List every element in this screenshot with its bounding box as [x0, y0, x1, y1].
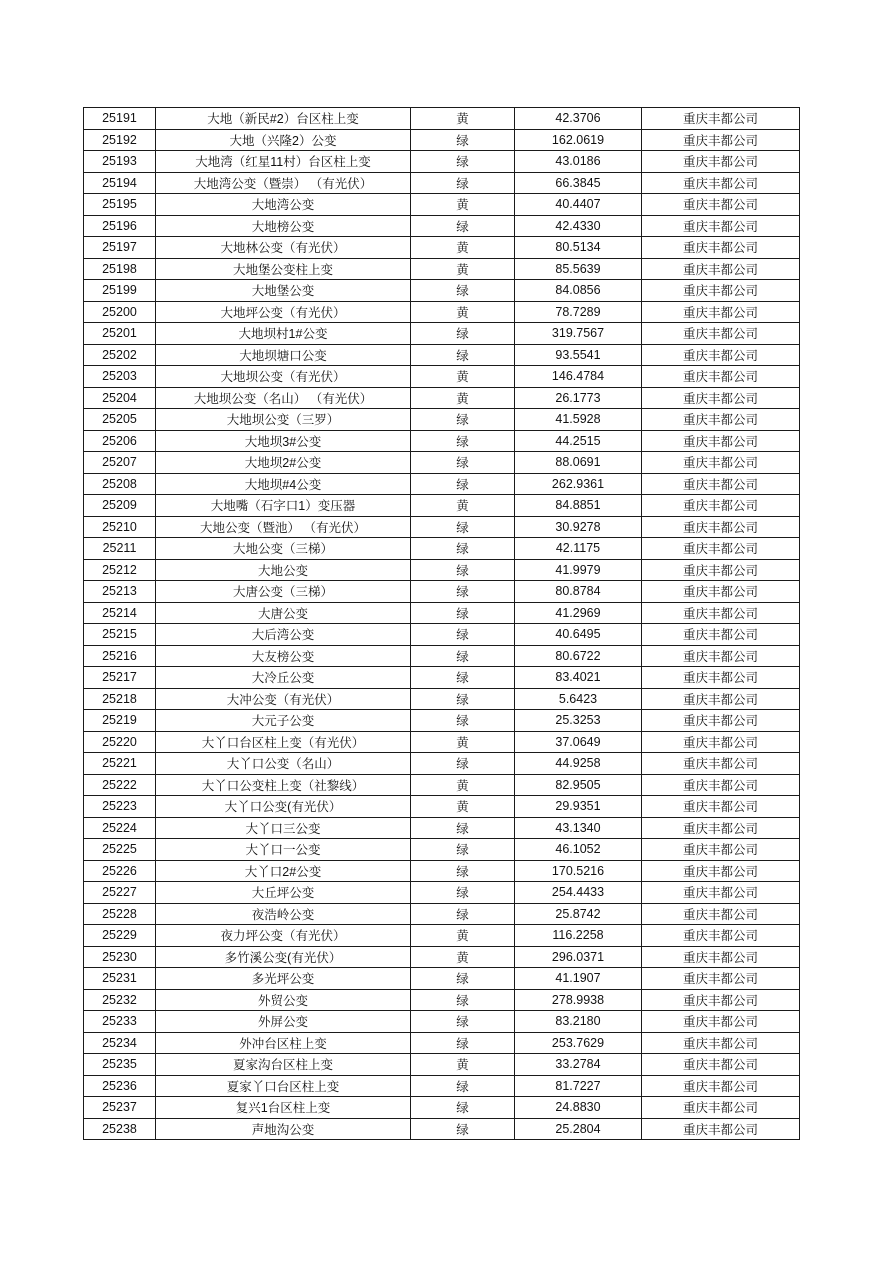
cell-value: 82.9505	[515, 774, 642, 796]
cell-value: 84.8851	[515, 495, 642, 517]
cell-company: 重庆丰都公司	[642, 624, 800, 646]
cell-value: 296.0371	[515, 946, 642, 968]
cell-status: 黄	[411, 237, 515, 259]
cell-name: 大地坝公变（名山） （有光伏）	[156, 387, 411, 409]
cell-company: 重庆丰都公司	[642, 774, 800, 796]
cell-value: 43.0186	[515, 151, 642, 173]
cell-value: 42.4330	[515, 215, 642, 237]
cell-name: 大冲公变（有光伏）	[156, 688, 411, 710]
cell-name: 多竹溪公变(有光伏）	[156, 946, 411, 968]
cell-value: 262.9361	[515, 473, 642, 495]
cell-name: 大地嘴（石字口1）变压器	[156, 495, 411, 517]
cell-value: 93.5541	[515, 344, 642, 366]
table-row	[84, 280, 800, 302]
cell-name: 大地坝2#公变	[156, 452, 411, 474]
cell-id: 25212	[84, 559, 156, 581]
table-row	[84, 774, 800, 796]
table-row	[84, 1011, 800, 1033]
table-row	[84, 645, 800, 667]
cell-company: 重庆丰都公司	[642, 602, 800, 624]
table-row	[84, 710, 800, 732]
cell-value: 80.5134	[515, 237, 642, 259]
cell-status: 绿	[411, 323, 515, 345]
cell-status: 绿	[411, 409, 515, 431]
cell-value: 66.3845	[515, 172, 642, 194]
table-row	[84, 215, 800, 237]
cell-status: 绿	[411, 989, 515, 1011]
cell-company: 重庆丰都公司	[642, 731, 800, 753]
table-row	[84, 194, 800, 216]
cell-value: 83.4021	[515, 667, 642, 689]
cell-status: 黄	[411, 796, 515, 818]
cell-id: 25236	[84, 1075, 156, 1097]
cell-status: 绿	[411, 753, 515, 775]
cell-id: 25196	[84, 215, 156, 237]
table-row	[84, 258, 800, 280]
cell-name: 大地坝公变（三罗）	[156, 409, 411, 431]
cell-name: 大丫口台区柱上变（有光伏）	[156, 731, 411, 753]
table-row	[84, 516, 800, 538]
cell-status: 绿	[411, 581, 515, 603]
cell-id: 25203	[84, 366, 156, 388]
table-row	[84, 925, 800, 947]
cell-value: 30.9278	[515, 516, 642, 538]
cell-value: 85.5639	[515, 258, 642, 280]
cell-status: 绿	[411, 452, 515, 474]
cell-value: 41.1907	[515, 968, 642, 990]
cell-status: 绿	[411, 430, 515, 452]
cell-status: 黄	[411, 946, 515, 968]
cell-name: 大后湾公变	[156, 624, 411, 646]
cell-company: 重庆丰都公司	[642, 581, 800, 603]
table-container	[83, 107, 800, 1140]
cell-value: 146.4784	[515, 366, 642, 388]
cell-name: 夜力坪公变（有光伏）	[156, 925, 411, 947]
cell-id: 25218	[84, 688, 156, 710]
cell-id: 25192	[84, 129, 156, 151]
cell-id: 25231	[84, 968, 156, 990]
cell-status: 绿	[411, 645, 515, 667]
cell-name: 大地坪公变（有光伏）	[156, 301, 411, 323]
cell-name: 大地堡公变	[156, 280, 411, 302]
cell-id: 25194	[84, 172, 156, 194]
table-row	[84, 366, 800, 388]
cell-id: 25223	[84, 796, 156, 818]
cell-id: 25206	[84, 430, 156, 452]
cell-name: 大地坝3#公变	[156, 430, 411, 452]
cell-id: 25233	[84, 1011, 156, 1033]
cell-value: 42.1175	[515, 538, 642, 560]
cell-id: 25200	[84, 301, 156, 323]
cell-company: 重庆丰都公司	[642, 151, 800, 173]
cell-value: 29.9351	[515, 796, 642, 818]
cell-status: 绿	[411, 538, 515, 560]
cell-id: 25207	[84, 452, 156, 474]
cell-id: 25213	[84, 581, 156, 603]
cell-value: 319.7567	[515, 323, 642, 345]
cell-id: 25225	[84, 839, 156, 861]
cell-id: 25221	[84, 753, 156, 775]
cell-company: 重庆丰都公司	[642, 559, 800, 581]
cell-name: 外屏公变	[156, 1011, 411, 1033]
cell-id: 25197	[84, 237, 156, 259]
table-row	[84, 1118, 800, 1140]
cell-id: 25205	[84, 409, 156, 431]
cell-company: 重庆丰都公司	[642, 215, 800, 237]
cell-name: 大地坝村1#公变	[156, 323, 411, 345]
cell-id: 25227	[84, 882, 156, 904]
cell-id: 25228	[84, 903, 156, 925]
table-row	[84, 1097, 800, 1119]
cell-company: 重庆丰都公司	[642, 1054, 800, 1076]
cell-status: 绿	[411, 1032, 515, 1054]
cell-status: 黄	[411, 387, 515, 409]
cell-value: 37.0649	[515, 731, 642, 753]
cell-id: 25208	[84, 473, 156, 495]
table-row	[84, 731, 800, 753]
cell-value: 41.5928	[515, 409, 642, 431]
cell-value: 88.0691	[515, 452, 642, 474]
cell-id: 25217	[84, 667, 156, 689]
cell-status: 黄	[411, 925, 515, 947]
cell-name: 大丫口公变（名山）	[156, 753, 411, 775]
cell-status: 绿	[411, 602, 515, 624]
cell-id: 25199	[84, 280, 156, 302]
cell-status: 绿	[411, 882, 515, 904]
cell-value: 41.2969	[515, 602, 642, 624]
cell-name: 大丫口公变(有光伏）	[156, 796, 411, 818]
cell-name: 大丫口三公变	[156, 817, 411, 839]
cell-name: 大地榜公变	[156, 215, 411, 237]
table-row	[84, 1075, 800, 1097]
cell-name: 外冲台区柱上变	[156, 1032, 411, 1054]
cell-name: 大地公变（暨池） （有光伏）	[156, 516, 411, 538]
table-row	[84, 452, 800, 474]
cell-company: 重庆丰都公司	[642, 323, 800, 345]
table-row	[84, 688, 800, 710]
cell-value: 33.2784	[515, 1054, 642, 1076]
cell-company: 重庆丰都公司	[642, 1032, 800, 1054]
cell-status: 绿	[411, 1011, 515, 1033]
cell-id: 25219	[84, 710, 156, 732]
cell-id: 25232	[84, 989, 156, 1011]
cell-status: 黄	[411, 495, 515, 517]
table-row	[84, 473, 800, 495]
cell-value: 25.8742	[515, 903, 642, 925]
cell-id: 25235	[84, 1054, 156, 1076]
cell-name: 大地坝#4公变	[156, 473, 411, 495]
cell-value: 254.4433	[515, 882, 642, 904]
cell-name: 大丫口公变柱上变（社黎线）	[156, 774, 411, 796]
cell-company: 重庆丰都公司	[642, 387, 800, 409]
cell-name: 大唐公变	[156, 602, 411, 624]
table-row	[84, 538, 800, 560]
cell-id: 25202	[84, 344, 156, 366]
cell-name: 大丘坪公变	[156, 882, 411, 904]
cell-company: 重庆丰都公司	[642, 366, 800, 388]
cell-company: 重庆丰都公司	[642, 1097, 800, 1119]
cell-value: 25.2804	[515, 1118, 642, 1140]
cell-name: 大地（兴隆2）公变	[156, 129, 411, 151]
cell-value: 46.1052	[515, 839, 642, 861]
table-row	[84, 860, 800, 882]
cell-status: 绿	[411, 172, 515, 194]
cell-id: 25230	[84, 946, 156, 968]
table-row	[84, 946, 800, 968]
table-row	[84, 903, 800, 925]
cell-status: 绿	[411, 280, 515, 302]
cell-value: 5.6423	[515, 688, 642, 710]
cell-name: 大丫口一公变	[156, 839, 411, 861]
cell-name: 大地（新民#2）台区柱上变	[156, 108, 411, 130]
cell-status: 绿	[411, 839, 515, 861]
cell-company: 重庆丰都公司	[642, 538, 800, 560]
cell-company: 重庆丰都公司	[642, 946, 800, 968]
cell-id: 25214	[84, 602, 156, 624]
cell-name: 大地湾（红星11村）台区柱上变	[156, 151, 411, 173]
cell-name: 大地堡公变柱上变	[156, 258, 411, 280]
table-row	[84, 559, 800, 581]
table-row	[84, 323, 800, 345]
cell-status: 绿	[411, 1097, 515, 1119]
cell-company: 重庆丰都公司	[642, 796, 800, 818]
cell-name: 大地公变（三梯）	[156, 538, 411, 560]
cell-name: 大地坝公变（有光伏）	[156, 366, 411, 388]
cell-id: 25238	[84, 1118, 156, 1140]
table-row	[84, 237, 800, 259]
table-row	[84, 430, 800, 452]
table-row	[84, 753, 800, 775]
cell-company: 重庆丰都公司	[642, 882, 800, 904]
cell-name: 多光坪公变	[156, 968, 411, 990]
cell-status: 黄	[411, 194, 515, 216]
table-row	[84, 989, 800, 1011]
cell-id: 25195	[84, 194, 156, 216]
cell-id: 25210	[84, 516, 156, 538]
cell-company: 重庆丰都公司	[642, 817, 800, 839]
cell-name: 大地坝塘口公变	[156, 344, 411, 366]
table-row	[84, 624, 800, 646]
table-row	[84, 344, 800, 366]
cell-company: 重庆丰都公司	[642, 925, 800, 947]
cell-company: 重庆丰都公司	[642, 172, 800, 194]
cell-status: 绿	[411, 344, 515, 366]
cell-company: 重庆丰都公司	[642, 903, 800, 925]
cell-company: 重庆丰都公司	[642, 1011, 800, 1033]
cell-status: 黄	[411, 301, 515, 323]
cell-id: 25201	[84, 323, 156, 345]
cell-status: 绿	[411, 151, 515, 173]
cell-company: 重庆丰都公司	[642, 129, 800, 151]
cell-status: 绿	[411, 129, 515, 151]
cell-company: 重庆丰都公司	[642, 258, 800, 280]
cell-value: 42.3706	[515, 108, 642, 130]
cell-value: 25.3253	[515, 710, 642, 732]
cell-company: 重庆丰都公司	[642, 452, 800, 474]
cell-value: 84.0856	[515, 280, 642, 302]
table-row	[84, 817, 800, 839]
cell-company: 重庆丰都公司	[642, 860, 800, 882]
cell-value: 253.7629	[515, 1032, 642, 1054]
table-row	[84, 495, 800, 517]
cell-value: 40.4407	[515, 194, 642, 216]
cell-value: 80.8784	[515, 581, 642, 603]
table-row	[84, 581, 800, 603]
cell-value: 44.2515	[515, 430, 642, 452]
cell-id: 25215	[84, 624, 156, 646]
cell-value: 170.5216	[515, 860, 642, 882]
cell-company: 重庆丰都公司	[642, 280, 800, 302]
cell-company: 重庆丰都公司	[642, 473, 800, 495]
cell-value: 44.9258	[515, 753, 642, 775]
table-row	[84, 409, 800, 431]
table-row	[84, 882, 800, 904]
cell-id: 25237	[84, 1097, 156, 1119]
cell-name: 外贸公变	[156, 989, 411, 1011]
cell-name: 大友榜公变	[156, 645, 411, 667]
cell-id: 25226	[84, 860, 156, 882]
table-row	[84, 1054, 800, 1076]
cell-value: 43.1340	[515, 817, 642, 839]
cell-id: 25222	[84, 774, 156, 796]
cell-company: 重庆丰都公司	[642, 667, 800, 689]
cell-name: 夜浩岭公变	[156, 903, 411, 925]
cell-company: 重庆丰都公司	[642, 839, 800, 861]
cell-value: 81.7227	[515, 1075, 642, 1097]
cell-status: 黄	[411, 731, 515, 753]
table-row	[84, 968, 800, 990]
cell-status: 绿	[411, 1075, 515, 1097]
cell-company: 重庆丰都公司	[642, 301, 800, 323]
cell-company: 重庆丰都公司	[642, 194, 800, 216]
cell-value: 24.8830	[515, 1097, 642, 1119]
cell-status: 绿	[411, 688, 515, 710]
table-row	[84, 667, 800, 689]
table-body	[84, 108, 800, 1140]
cell-status: 绿	[411, 860, 515, 882]
cell-value: 83.2180	[515, 1011, 642, 1033]
cell-name: 大唐公变（三梯）	[156, 581, 411, 603]
cell-value: 116.2258	[515, 925, 642, 947]
cell-value: 162.0619	[515, 129, 642, 151]
cell-name: 大元子公变	[156, 710, 411, 732]
cell-name: 大丫口2#公变	[156, 860, 411, 882]
cell-status: 绿	[411, 903, 515, 925]
cell-status: 绿	[411, 968, 515, 990]
cell-status: 绿	[411, 559, 515, 581]
cell-name: 大地林公变（有光伏）	[156, 237, 411, 259]
cell-id: 25211	[84, 538, 156, 560]
cell-id: 25220	[84, 731, 156, 753]
cell-id: 25193	[84, 151, 156, 173]
cell-company: 重庆丰都公司	[642, 1075, 800, 1097]
cell-company: 重庆丰都公司	[642, 495, 800, 517]
cell-status: 绿	[411, 1118, 515, 1140]
table-row	[84, 839, 800, 861]
cell-id: 25191	[84, 108, 156, 130]
cell-id: 25216	[84, 645, 156, 667]
cell-name: 大地公变	[156, 559, 411, 581]
cell-value: 278.9938	[515, 989, 642, 1011]
cell-id: 25224	[84, 817, 156, 839]
table-row	[84, 387, 800, 409]
cell-value: 80.6722	[515, 645, 642, 667]
cell-status: 黄	[411, 258, 515, 280]
cell-company: 重庆丰都公司	[642, 968, 800, 990]
cell-name: 夏家丫口台区柱上变	[156, 1075, 411, 1097]
cell-company: 重庆丰都公司	[642, 108, 800, 130]
cell-name: 声地沟公变	[156, 1118, 411, 1140]
cell-name: 大冷丘公变	[156, 667, 411, 689]
cell-status: 绿	[411, 473, 515, 495]
cell-status: 黄	[411, 366, 515, 388]
table-row	[84, 172, 800, 194]
cell-company: 重庆丰都公司	[642, 1118, 800, 1140]
cell-status: 绿	[411, 817, 515, 839]
cell-id: 25198	[84, 258, 156, 280]
cell-company: 重庆丰都公司	[642, 430, 800, 452]
cell-name: 大地湾公变	[156, 194, 411, 216]
cell-status: 绿	[411, 667, 515, 689]
data-table	[83, 107, 800, 1140]
cell-company: 重庆丰都公司	[642, 409, 800, 431]
cell-name: 复兴1台区柱上变	[156, 1097, 411, 1119]
cell-company: 重庆丰都公司	[642, 688, 800, 710]
table-row	[84, 108, 800, 130]
cell-name: 大地湾公变（暨崇） （有光伏）	[156, 172, 411, 194]
cell-status: 黄	[411, 1054, 515, 1076]
cell-status: 绿	[411, 710, 515, 732]
cell-company: 重庆丰都公司	[642, 753, 800, 775]
cell-status: 黄	[411, 108, 515, 130]
cell-status: 绿	[411, 215, 515, 237]
cell-name: 夏家沟台区柱上变	[156, 1054, 411, 1076]
cell-value: 41.9979	[515, 559, 642, 581]
cell-company: 重庆丰都公司	[642, 645, 800, 667]
cell-id: 25209	[84, 495, 156, 517]
cell-company: 重庆丰都公司	[642, 516, 800, 538]
cell-id: 25229	[84, 925, 156, 947]
cell-id: 25204	[84, 387, 156, 409]
cell-value: 40.6495	[515, 624, 642, 646]
cell-company: 重庆丰都公司	[642, 237, 800, 259]
cell-company: 重庆丰都公司	[642, 344, 800, 366]
cell-status: 绿	[411, 516, 515, 538]
cell-status: 绿	[411, 624, 515, 646]
cell-company: 重庆丰都公司	[642, 710, 800, 732]
cell-company: 重庆丰都公司	[642, 989, 800, 1011]
table-row	[84, 1032, 800, 1054]
cell-id: 25234	[84, 1032, 156, 1054]
cell-value: 78.7289	[515, 301, 642, 323]
table-row	[84, 129, 800, 151]
table-row	[84, 796, 800, 818]
cell-status: 黄	[411, 774, 515, 796]
table-row	[84, 151, 800, 173]
table-row	[84, 301, 800, 323]
table-row	[84, 602, 800, 624]
cell-value: 26.1773	[515, 387, 642, 409]
